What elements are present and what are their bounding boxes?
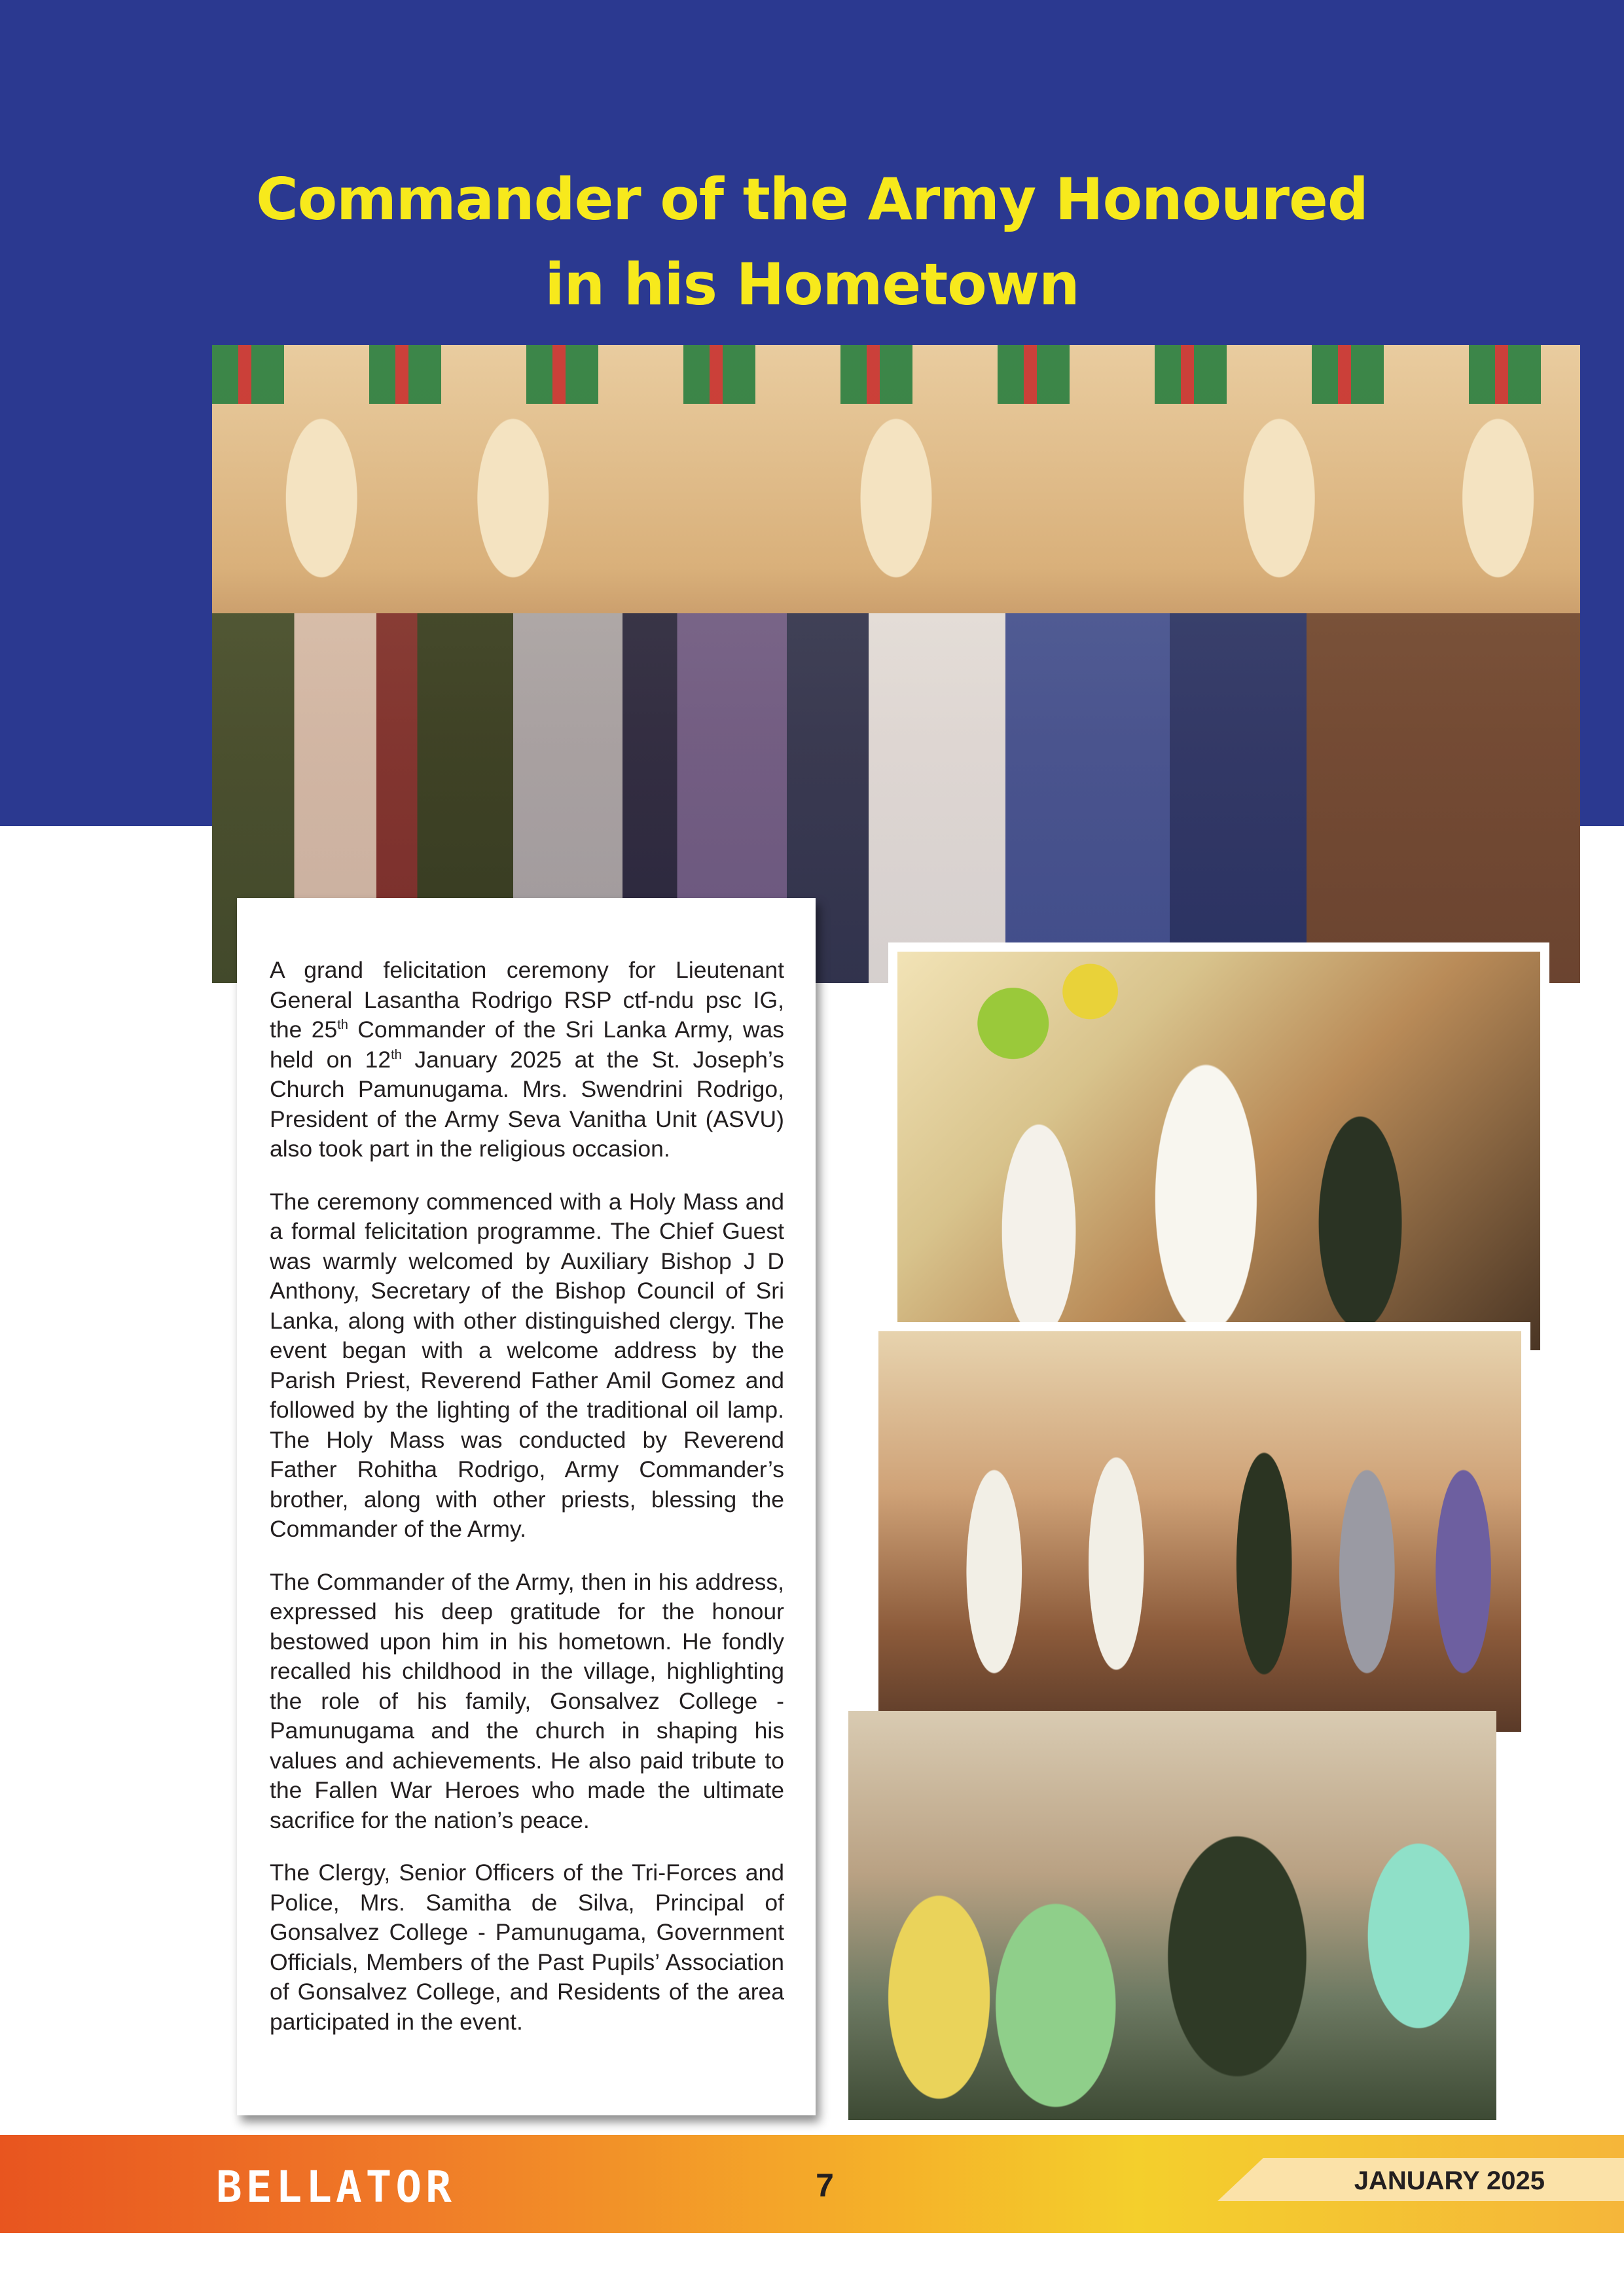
main-photo-church-congregation	[212, 345, 1580, 983]
p1-text-b: Commander of the Sri Lanka Army, was held on 12	[270, 1016, 784, 1073]
page-title	[0, 157, 1624, 327]
p1-sup-1: th	[337, 1018, 348, 1033]
article-box	[237, 898, 816, 2115]
article-paragraph-3: The Commander of the Army, then in his address, expressed his deep gratitude for the honour bestowed upon him in his hometown. He fondly recalled his childhood in the village, highlighting the role of his family, Gonsalvez College - Pamunugama and the church in shaping his values and achievements. He also paid tribute to the Fallen War Heroes who made the ultimate sacrifice for the nation’s peace.	[270, 1568, 784, 1833]
article-paragraph-4: The Clergy, Senior Officers of the Tri-Forces and Police, Mrs. Samitha de Silva, Principal of Gonsalvez College - Pamunugama, Government Officials, Members of the Past Pupils’ Association of Gonsalvez College, and Residents of the area participated in the event.	[270, 1859, 784, 2035]
issue-date: JANUARY 2025	[1354, 2166, 1545, 2195]
p1-text-a: A grand felicitation ceremony for Lieutenant General Lasantha Rodrigo RSP ctf-ndu psc IG, the 25	[270, 957, 784, 1043]
photo-greeting-figures	[848, 1711, 1496, 2120]
title-line-1: Commander of the Army Honoured	[256, 166, 1368, 233]
article-paragraph-2: The ceremony commenced with a Holy Mass and a formal felicitation programme. The Chief Guest was warmly welcomed by Auxiliary Bishop J D Anthony, Secretary of the Bishop Council of Sri Lanka, along with other distinguished clergy. The event began with a welcome address by the Parish Priest, Reverend Father Amil Gomez and followed by the lighting of the traditional oil lamp. The Holy Mass was conducted by Reverend Father Rohitha Rodrigo, Army Commander’s brother, along with other priests, blessing the Commander of the Army.	[270, 1188, 784, 1542]
photo-greeting	[848, 1711, 1496, 2120]
photo-garlands	[212, 345, 1580, 404]
page-number: 7	[816, 2167, 834, 2204]
photo-blessing-figures	[897, 952, 1540, 1350]
p1-text-c: January 2025 at the St. Joseph’s Church Pamunugama. Mrs. Swendrini Rodrigo, President of the Army Seva Vanitha Unit (ASVU) also took part in the religious occasion.	[270, 1046, 784, 1162]
article-paragraph-1	[270, 956, 784, 1164]
photo-blessing	[888, 942, 1549, 1359]
brand-logo: BELLATOR	[216, 2162, 456, 2212]
title-line-2: in his Hometown	[545, 251, 1079, 318]
article-body	[270, 956, 784, 2060]
photo-procession-figures	[878, 1331, 1521, 1732]
p1-sup-2: th	[391, 1047, 402, 1062]
photo-procession	[869, 1322, 1530, 1741]
